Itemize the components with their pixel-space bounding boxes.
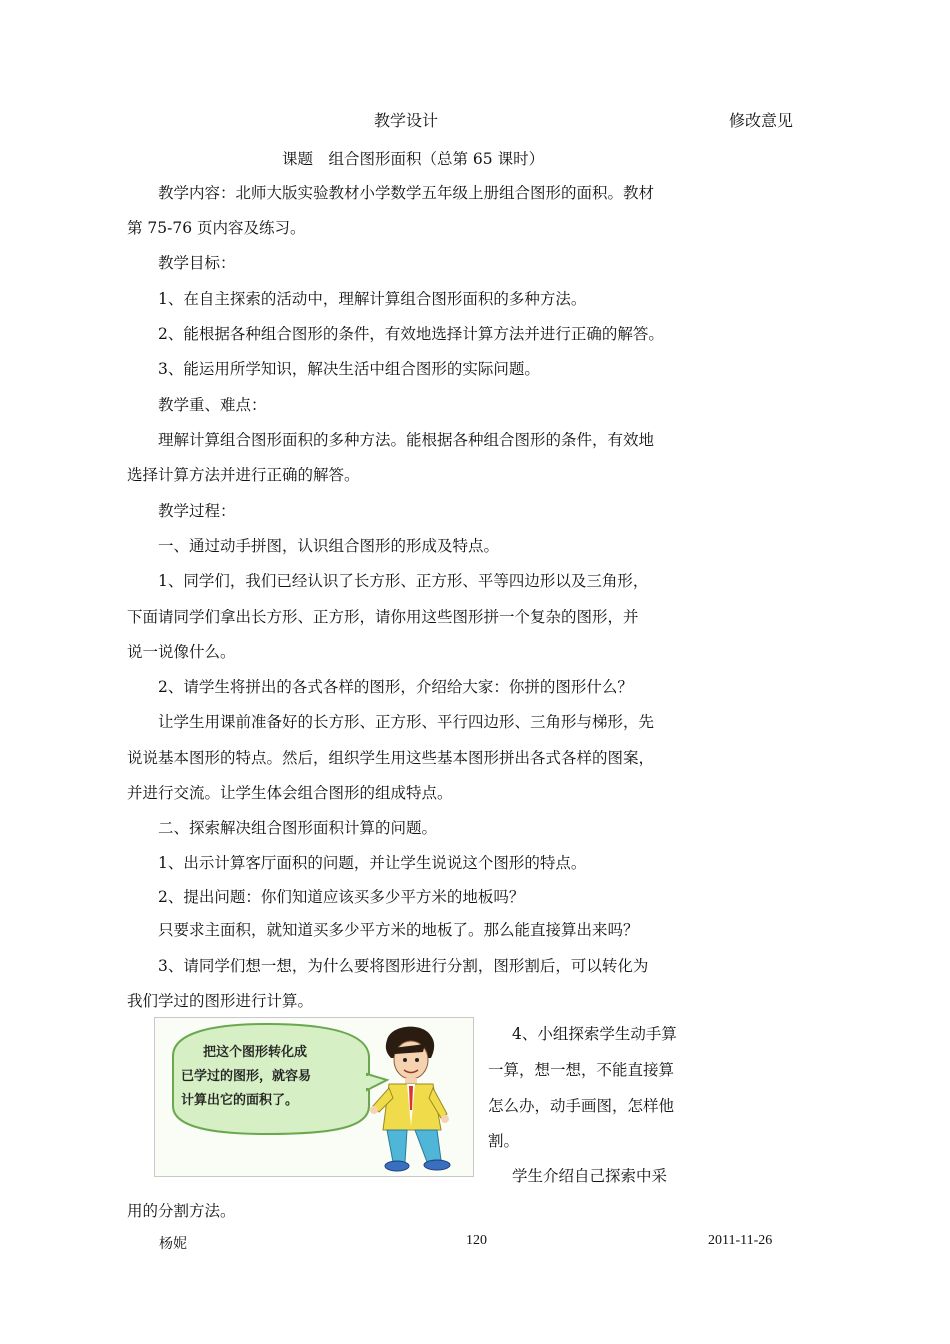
boy-character-icon [370,1027,450,1171]
heading-key-points: 教学重、难点： [158,396,267,414]
step-1-line-3: 说一说像什么。 [127,643,236,661]
key-points-line-1: 理解计算组合图形面积的多种方法。能根据各种组合图形的条件，有效地 [158,431,655,449]
step-3-line-3: 并进行交流。让学生体会组合图形的组成特点。 [127,784,453,802]
step-3-line-2: 说说基本图形的特点。然后，组织学生用这些基本图形拼出各式各样的图案， [127,749,655,767]
step-1-line-1: 1、同学们，我们已经认识了长方形、正方形、平等四边形以及三角形， [158,572,649,590]
part-1-heading: 一、通过动手拼图，认识组合图形的形成及特点。 [158,537,500,555]
part-2-heading: 二、探索解决组合图形面积计算的问题。 [158,819,438,837]
question-2-answer: 只要求主面积，就知道买多少平方米的地板了。那么能直接算出来吗？ [158,921,639,939]
speech-bubble-and-boy-image [155,1018,473,1176]
footer-date: 2011-11-26 [708,1233,773,1248]
footer-author: 杨妮 [159,1237,187,1252]
heading-process: 教学过程： [158,502,236,520]
goal-2: 2、能根据各种组合图形的条件，有效地选择计算方法并进行正确的解答。 [158,325,664,343]
document-title: 教学设计 [374,111,439,130]
goal-1: 1、在自主探索的活动中，理解计算组合图形面积的多种方法。 [158,290,587,308]
step-1-line-2: 下面请同学们拿出长方形、正方形，请你用这些图形拼一个复杂的图形，并 [127,608,639,626]
key-points-line-2: 选择计算方法并进行正确的解答。 [127,466,360,484]
question-1: 1、出示计算客厅面积的问题，并让学生说说这个图形的特点。 [158,854,587,872]
paragraph-content-1: 教学内容：北师大版实验教材小学数学五年级上册组合图形的面积。教材 [158,184,655,202]
question-4-line-1: 4、小组探索学生动手算 [512,1025,677,1043]
question-5-line-2: 用的分割方法。 [127,1202,236,1220]
question-4-line-4: 割。 [488,1132,520,1150]
revision-notes-heading: 修改意见 [729,111,794,130]
bubble-line-2: 已学过的图形，就容易 [181,1069,312,1084]
step-3-line-1: 让学生用课前准备好的长方形、正方形、平行四边形、三角形与梯形，先 [158,713,655,731]
heading-goals: 教学目标： [158,254,236,272]
bubble-line-3: 计算出它的面积了。 [181,1093,299,1108]
goal-3: 3、能运用所学知识，解决生活中组合图形的实际问题。 [158,360,540,378]
question-4-line-2: 一算，想一想，不能直接算 [488,1061,675,1079]
step-2: 2、请学生将拼出的各式各样的图形，介绍给大家：你拼的图形什么？ [158,678,633,696]
question-5-line-1: 学生介绍自己探索中采 [512,1167,668,1185]
question-2: 2、提出问题：你们知道应该买多少平方米的地板吗？ [158,888,525,906]
paragraph-content-2: 第 75-76 页内容及练习。 [127,219,306,237]
question-3-line-1: 3、请同学们想一想，为什么要将图形进行分割，图形割后，可以转化为 [158,957,649,975]
lesson-title: 课题 组合图形面积（总第 65 课时） [282,150,545,168]
bubble-line-1: 把这个图形转化成 [203,1045,308,1060]
cartoon-illustration [154,1017,474,1177]
question-4-line-3: 怎么办，动手画图，怎样他 [488,1097,675,1115]
question-3-line-2: 我们学过的图形进行计算。 [127,992,314,1010]
footer-page-number: 120 [466,1233,487,1248]
